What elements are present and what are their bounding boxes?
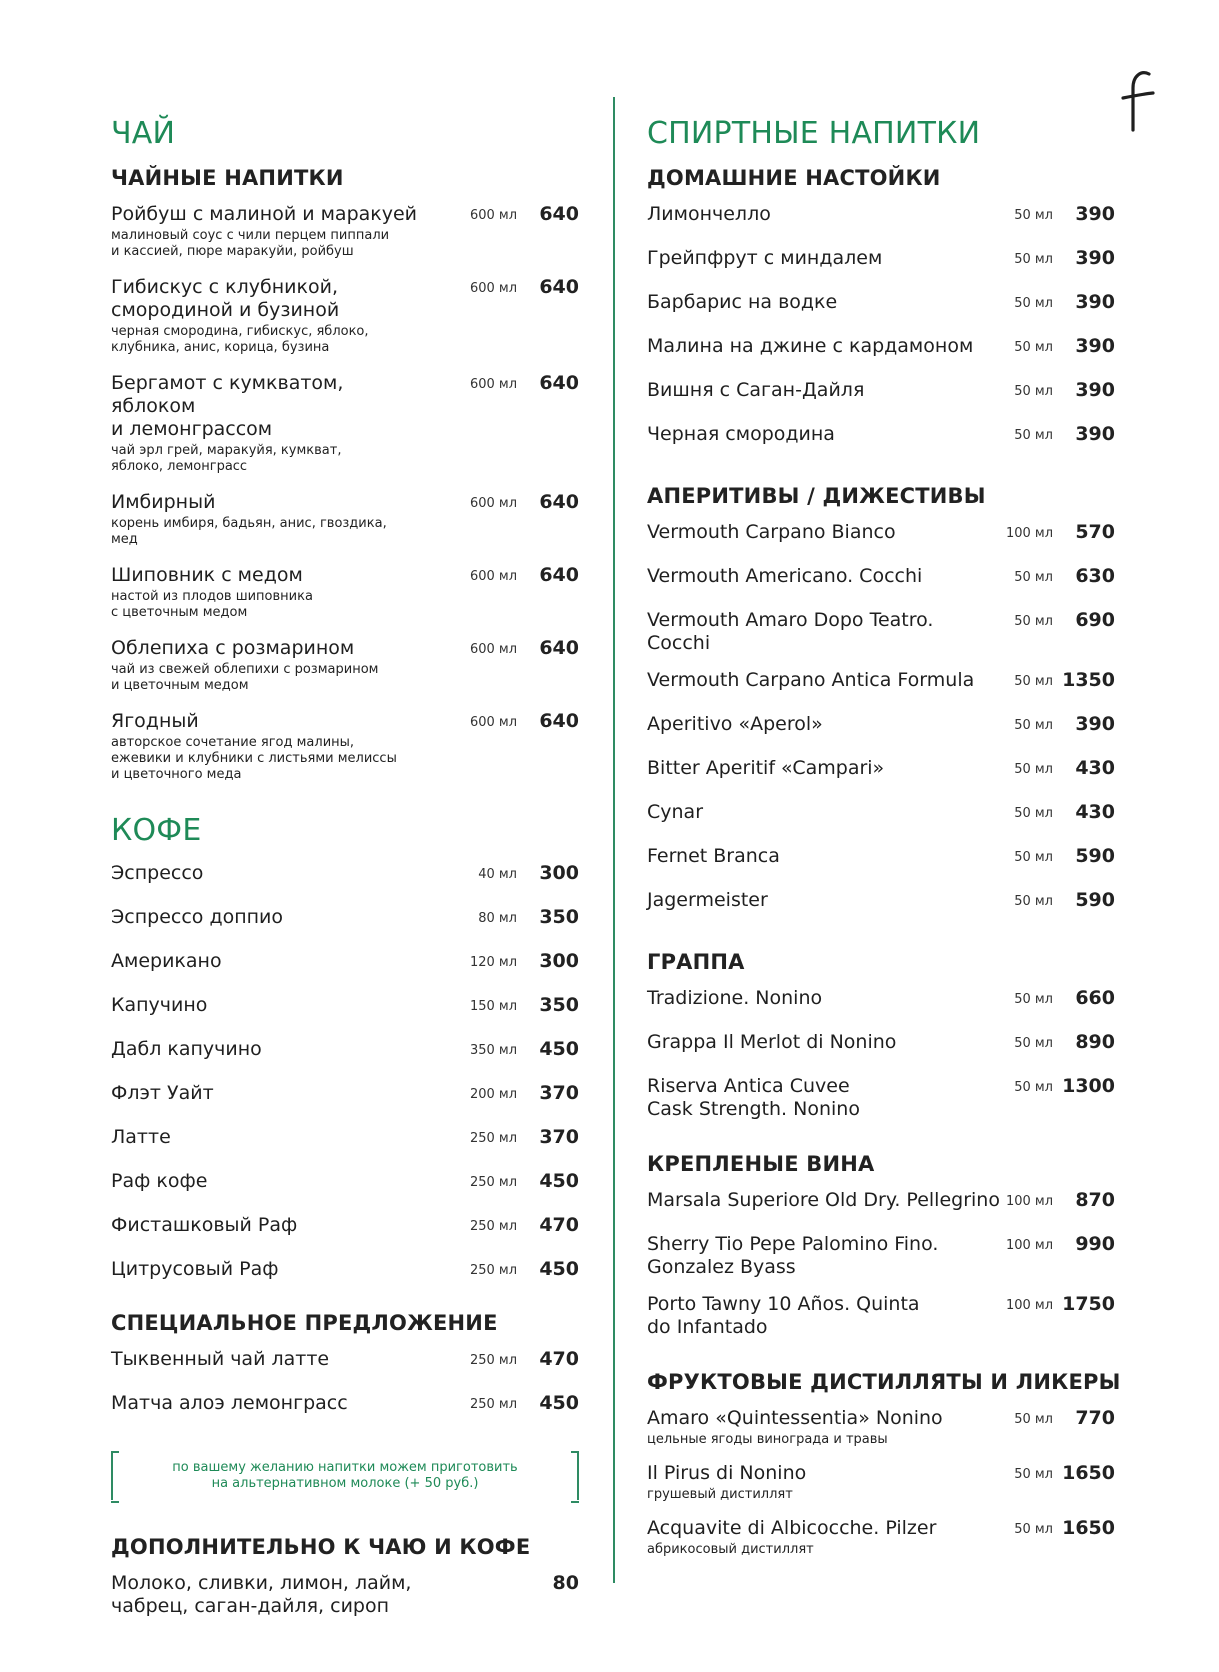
- menu-item-volume: 100 мл: [1005, 526, 1053, 541]
- menu-item-price: 450: [539, 1170, 579, 1192]
- menu-item-description: корень имбиря, бадьян, анис, гвоздика, мед: [111, 516, 387, 547]
- menu-item-name: Бергамот с кумкватом, яблоком и лемонграссом: [111, 372, 344, 440]
- spirits-group-title: ДОМАШНИЕ НАСТОЙКИ: [647, 166, 941, 190]
- menu-item-price: 640: [539, 564, 579, 586]
- menu-item-price: 1300: [1062, 1075, 1115, 1097]
- menu-item-name: Grappa Il Merlot di Nonino: [647, 1031, 897, 1053]
- menu-item-volume: 100 мл: [1005, 1298, 1053, 1313]
- menu-item-name: Vermouth Americano. Cocchi: [647, 565, 923, 587]
- menu-item-price: 390: [1075, 291, 1115, 313]
- menu-item-price: 640: [539, 491, 579, 513]
- menu-item-price: 640: [539, 710, 579, 732]
- menu-item-price: 390: [1075, 379, 1115, 401]
- menu-item-name: Имбирный: [111, 491, 216, 513]
- menu-item-description: черная смородина, гибискус, яблоко, клубника, анис, корица, бузина: [111, 324, 369, 355]
- menu-item-name: Цитрусовый Раф: [111, 1258, 279, 1280]
- spirits-group-list: [647, 203, 1115, 453]
- menu-item-volume: 50 мл: [1014, 1467, 1053, 1482]
- menu-item-price: 640: [539, 637, 579, 659]
- menu-item-name: Эспрессо доппио: [111, 906, 284, 928]
- menu-item: [647, 1189, 1115, 1219]
- menu-item: [647, 609, 1115, 655]
- right-column: [647, 116, 1121, 1572]
- menu-item-price: 370: [539, 1126, 579, 1148]
- menu-item-volume: 50 мл: [1014, 252, 1053, 267]
- menu-item-volume: 50 мл: [1014, 718, 1053, 733]
- menu-item: [111, 994, 579, 1024]
- menu-item-volume: 100 мл: [1005, 1238, 1053, 1253]
- left-column: [111, 116, 579, 1626]
- menu-item-price: 590: [1075, 845, 1115, 867]
- menu-item-name: Гибискус с клубникой, смородиной и бузиной: [111, 276, 340, 321]
- menu-item-price: 990: [1075, 1233, 1115, 1255]
- menu-item-description: малиновый соус с чили перцем пиппали и кассией, пюре маракуйи, ройбуш: [111, 228, 390, 259]
- menu-item-volume: 600 мл: [469, 496, 517, 511]
- menu-item-volume: 50 мл: [1014, 674, 1053, 689]
- menu-item-name: Cynar: [647, 801, 704, 823]
- menu-item-price: 350: [539, 994, 579, 1016]
- menu-item-price: 350: [539, 906, 579, 928]
- menu-item: [647, 335, 1115, 365]
- menu-item: [647, 801, 1115, 831]
- menu-item-name: Marsala Superiore Old Dry. Pellegrino: [647, 1189, 1000, 1211]
- menu-item-name: Матча алоэ лемонграсс: [111, 1392, 348, 1414]
- menu-item-name: Фисташковый Раф: [111, 1214, 298, 1236]
- menu-item-volume: 50 мл: [1014, 570, 1053, 585]
- menu-item-name: Латте: [111, 1126, 171, 1148]
- spirits-group-list: [647, 1189, 1115, 1339]
- menu-item-name: Малина на джине с кардамоном: [647, 335, 974, 357]
- menu-item-price: 640: [539, 372, 579, 394]
- menu-item-volume: 50 мл: [1014, 340, 1053, 355]
- menu-item-price: 1650: [1062, 1517, 1115, 1539]
- menu-item-price: 430: [1075, 757, 1115, 779]
- menu-item-price: 390: [1075, 423, 1115, 445]
- menu-item: [111, 491, 579, 548]
- menu-item: [111, 637, 579, 694]
- menu-item: [647, 203, 1115, 233]
- extras-list: [111, 1572, 579, 1618]
- spirits-group-title: АПЕРИТИВЫ / ДИЖЕСТИВЫ: [647, 484, 986, 508]
- menu-item-price: 690: [1075, 609, 1115, 631]
- menu-item: [111, 564, 579, 621]
- menu-item: [111, 1082, 579, 1112]
- tea-section-title: ЧАЙ: [111, 116, 176, 151]
- menu-item-name: Эспрессо: [111, 862, 204, 884]
- menu-item-name: Дабл капучино: [111, 1038, 262, 1060]
- menu-item-price: 450: [539, 1392, 579, 1414]
- menu-item-price: 450: [539, 1038, 579, 1060]
- menu-item-price: 390: [1075, 335, 1115, 357]
- menu-item-volume: 250 мл: [469, 1131, 517, 1146]
- menu-item-name: Грейпфрут с миндалем: [647, 247, 883, 269]
- menu-item-volume: 50 мл: [1014, 1080, 1053, 1095]
- menu-item-name: Барбарис на водке: [647, 291, 838, 313]
- menu-item: [111, 203, 579, 260]
- menu-item-volume: 50 мл: [1014, 614, 1053, 629]
- menu-item-name: Porto Tawny 10 Años. Quinta do Infantado: [647, 1293, 920, 1338]
- menu-item-price: 640: [539, 203, 579, 225]
- menu-item-price: 470: [539, 1214, 579, 1236]
- menu-item-name: Tradizione. Nonino: [647, 987, 823, 1009]
- menu-item: [111, 1572, 579, 1618]
- menu-item-volume: 40 мл: [478, 867, 517, 882]
- menu-item: [647, 247, 1115, 277]
- menu-item: [647, 521, 1115, 551]
- menu-item-name: Sherry Tio Pepe Palomino Fino. Gonzalez Byass: [647, 1233, 939, 1278]
- menu-item-price: 1650: [1062, 1462, 1115, 1484]
- script-f-logo-icon: [1115, 68, 1159, 136]
- menu-item-volume: 50 мл: [1014, 1036, 1053, 1051]
- menu-item-name: Черная смородина: [647, 423, 835, 445]
- menu-item-name: Флэт Уайт: [111, 1082, 214, 1104]
- menu-item: [647, 565, 1115, 595]
- spirits-group-list: [647, 987, 1115, 1121]
- menu-item: [111, 710, 579, 783]
- menu-item-name: Лимончелло: [647, 203, 771, 225]
- menu-item-name: Fernet Branca: [647, 845, 780, 867]
- menu-item-volume: 250 мл: [469, 1263, 517, 1278]
- menu-item: [647, 291, 1115, 321]
- menu-item-volume: 100 мл: [1005, 1194, 1053, 1209]
- menu-item-name: Aperitivo «Aperol»: [647, 713, 823, 735]
- menu-item-price: 370: [539, 1082, 579, 1104]
- menu-item-name: Тыквенный чай латте: [111, 1348, 330, 1370]
- menu-item-volume: 600 мл: [469, 569, 517, 584]
- menu-item-volume: 250 мл: [469, 1397, 517, 1412]
- menu-item-volume: 50 мл: [1014, 296, 1053, 311]
- menu-item: [647, 379, 1115, 409]
- menu-item-description: цельные ягоды винограда и травы: [647, 1432, 888, 1447]
- special-offer-list: [111, 1348, 579, 1422]
- menu-item-name: Капучино: [111, 994, 208, 1016]
- menu-item-name: Вишня с Саган-Дайля: [647, 379, 865, 401]
- menu-item-volume: 250 мл: [469, 1175, 517, 1190]
- menu-item-price: 590: [1075, 889, 1115, 911]
- tea-list: [111, 203, 579, 783]
- menu-item-name: Шиповник с медом: [111, 564, 303, 586]
- menu-item-name: Acquavite di Albicocche. Pilzer: [647, 1517, 937, 1539]
- coffee-list: [111, 862, 579, 1288]
- menu-item-name: Раф кофе: [111, 1170, 208, 1192]
- menu-item-description: абрикосовый дистиллят: [647, 1542, 814, 1557]
- menu-item-volume: 50 мл: [1014, 1522, 1053, 1537]
- menu-item-price: 1350: [1062, 669, 1115, 691]
- menu-item-description: настой из плодов шиповника с цветочным медом: [111, 589, 313, 620]
- menu-item-volume: 600 мл: [469, 642, 517, 657]
- alternative-milk-note-text: по вашему желанию напитки можем приготовить на альтернативном молоке (+ 50 руб.): [172, 1460, 518, 1491]
- menu-item-price: 430: [1075, 801, 1115, 823]
- menu-item-name: Vermouth Carpano Bianco: [647, 521, 896, 543]
- menu-item-description: чай эрл грей, маракуйя, кумкват, яблоко, лемонграсс: [111, 443, 342, 474]
- menu-item-price: 870: [1075, 1189, 1115, 1211]
- menu-item-volume: 250 мл: [469, 1353, 517, 1368]
- spirits-group-title: ГРАППА: [647, 950, 745, 974]
- menu-item: [647, 845, 1115, 875]
- menu-item-volume: 50 мл: [1014, 208, 1053, 223]
- menu-item: [647, 669, 1115, 699]
- menu-item: [647, 987, 1115, 1017]
- menu-item-name: Jagermeister: [647, 889, 768, 911]
- menu-item-name: Американо: [111, 950, 222, 972]
- menu-item-price: 300: [539, 862, 579, 884]
- menu-item-volume: 350 мл: [469, 1043, 517, 1058]
- menu-item-volume: 600 мл: [469, 281, 517, 296]
- menu-item-name: Vermouth Carpano Antica Formula: [647, 669, 975, 691]
- menu-item-price: 470: [539, 1348, 579, 1370]
- alternative-milk-note: [111, 1452, 579, 1500]
- special-offer-subtitle: СПЕЦИАЛЬНОЕ ПРЕДЛОЖЕНИЕ: [111, 1311, 498, 1335]
- menu-item: [647, 1031, 1115, 1061]
- menu-item-price: 660: [1075, 987, 1115, 1009]
- menu-item-volume: 200 мл: [469, 1087, 517, 1102]
- menu-item: [111, 906, 579, 936]
- menu-item-name: Молоко, сливки, лимон, лайм, чабрец, саган-дайля, сироп: [111, 1572, 412, 1617]
- menu-item-volume: 50 мл: [1014, 762, 1053, 777]
- menu-item-price: 80: [552, 1572, 579, 1594]
- spirits-group-title: ФРУКТОВЫЕ ДИСТИЛЛЯТЫ И ЛИКЕРЫ: [647, 1370, 1121, 1394]
- menu-item-volume: 50 мл: [1014, 806, 1053, 821]
- menu-item-price: 890: [1075, 1031, 1115, 1053]
- spirits-group-list: [647, 521, 1115, 919]
- menu-item-price: 770: [1075, 1407, 1115, 1429]
- extras-subtitle: ДОПОЛНИТЕЛЬНО К ЧАЮ И КОФЕ: [111, 1535, 531, 1559]
- menu-item: [647, 1462, 1115, 1503]
- menu-item: [111, 1126, 579, 1156]
- menu-item-volume: 600 мл: [469, 715, 517, 730]
- menu-item-name: Riserva Antica Cuvee Cask Strength. Nonino: [647, 1075, 860, 1120]
- menu-item-price: 300: [539, 950, 579, 972]
- menu-item-description: грушевый дистиллят: [647, 1487, 793, 1502]
- menu-item-volume: 120 мл: [469, 955, 517, 970]
- menu-item-name: Bitter Aperitif «Campari»: [647, 757, 885, 779]
- menu-item-price: 630: [1075, 565, 1115, 587]
- menu-item-volume: 600 мл: [469, 208, 517, 223]
- menu-item-name: Облепиха с розмарином: [111, 637, 355, 659]
- menu-item-name: Amaro «Quintessentia» Nonino: [647, 1407, 943, 1429]
- menu-item: [111, 1348, 579, 1378]
- menu-item: [111, 276, 579, 356]
- menu-item-description: чай из свежей облепихи с розмарином и цветочным медом: [111, 662, 379, 693]
- menu-item-price: 640: [539, 276, 579, 298]
- menu-item-price: 390: [1075, 203, 1115, 225]
- spirits-group-list: [647, 1407, 1115, 1558]
- menu-item-volume: 50 мл: [1014, 384, 1053, 399]
- menu-item-volume: 150 мл: [469, 999, 517, 1014]
- menu-item: [647, 1517, 1115, 1558]
- menu-item-volume: 50 мл: [1014, 1412, 1053, 1427]
- menu-item: [111, 950, 579, 980]
- menu-item: [647, 757, 1115, 787]
- tea-drinks-subtitle: ЧАЙНЫЕ НАПИТКИ: [111, 166, 344, 190]
- menu-item-name: Vermouth Amaro Dopo Teatro. Cocchi: [647, 609, 934, 654]
- menu-item-volume: 50 мл: [1014, 992, 1053, 1007]
- coffee-section-title: КОФЕ: [111, 813, 202, 848]
- menu-item: [111, 1392, 579, 1422]
- spirits-group-title: КРЕПЛЕНЫЕ ВИНА: [647, 1152, 875, 1176]
- menu-item: [647, 423, 1115, 453]
- menu-item-volume: 50 мл: [1014, 894, 1053, 909]
- menu-item: [647, 1293, 1115, 1339]
- menu-item-volume: 600 мл: [469, 377, 517, 392]
- menu-item-name: Ягодный: [111, 710, 199, 732]
- column-divider: [613, 97, 615, 1583]
- spirits-section-title: СПИРТНЫЕ НАПИТКИ: [647, 116, 981, 151]
- menu-item: [111, 1038, 579, 1068]
- menu-item-volume: 250 мл: [469, 1219, 517, 1234]
- spirits-groups: [647, 165, 1121, 1558]
- menu-item-name: Il Pirus di Nonino: [647, 1462, 807, 1484]
- menu-item-price: 570: [1075, 521, 1115, 543]
- menu-item-volume: 50 мл: [1014, 850, 1053, 865]
- menu-item: [111, 1170, 579, 1200]
- menu-item-price: 1750: [1062, 1293, 1115, 1315]
- menu-item-price: 390: [1075, 247, 1115, 269]
- menu-item: [647, 889, 1115, 919]
- menu-item: [647, 1407, 1115, 1448]
- menu-item: [647, 1075, 1115, 1121]
- menu-item-description: авторское сочетание ягод малины, ежевики и клубники с листьями мелиссы и цветочного меда: [111, 735, 397, 782]
- menu-item: [111, 1214, 579, 1244]
- menu-item: [111, 372, 579, 475]
- menu-item-volume: 80 мл: [478, 911, 517, 926]
- menu-item: [647, 713, 1115, 743]
- menu-item-price: 390: [1075, 713, 1115, 735]
- menu-item: [111, 1258, 579, 1288]
- menu-item-price: 450: [539, 1258, 579, 1280]
- menu-item: [111, 862, 579, 892]
- menu-item-volume: 50 мл: [1014, 428, 1053, 443]
- menu-item: [647, 1233, 1115, 1279]
- menu-item-name: Ройбуш с малиной и маракуей: [111, 203, 418, 225]
